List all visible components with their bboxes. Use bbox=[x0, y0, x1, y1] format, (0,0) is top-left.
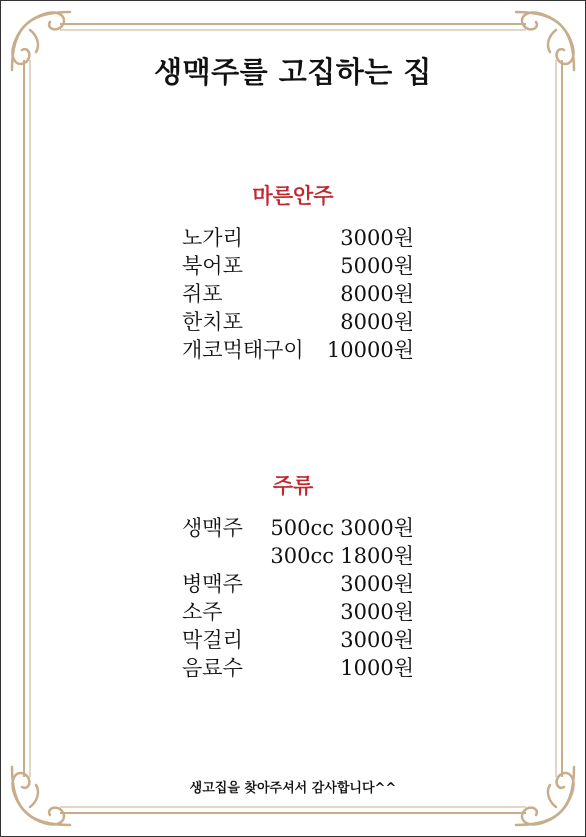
item-name: 노가리 bbox=[182, 226, 243, 250]
item-name: 한치포 bbox=[182, 310, 243, 334]
item-size: 300cc bbox=[270, 544, 334, 568]
item-name: 생맥주 bbox=[182, 516, 243, 540]
item-name: 음료수 bbox=[182, 656, 243, 680]
item-price: 3000원 bbox=[340, 600, 414, 624]
menu-item bbox=[182, 598, 414, 626]
item-name: 병맥주 bbox=[182, 572, 243, 596]
item-price: 10000원 bbox=[326, 338, 414, 362]
item-price: 1800원 bbox=[340, 544, 414, 568]
item-name: 쥐포 bbox=[182, 282, 223, 306]
item-name: 막걸리 bbox=[182, 628, 243, 652]
menu-item bbox=[182, 224, 414, 252]
menu-item bbox=[182, 336, 414, 364]
menu-title: 생맥주를 고집하는 집 bbox=[154, 55, 432, 89]
item-price: 3000원 bbox=[340, 226, 414, 250]
item-price: 3000원 bbox=[340, 628, 414, 652]
section-heading-dry-snacks: 마른안주 bbox=[252, 183, 334, 208]
menu-item bbox=[182, 654, 414, 682]
item-price: 8000원 bbox=[340, 310, 414, 334]
item-name: 소주 bbox=[182, 600, 223, 624]
menu-item bbox=[182, 542, 414, 570]
item-size: 500cc bbox=[270, 516, 334, 540]
item-price: 1000원 bbox=[340, 656, 414, 680]
item-name: 개코먹태구이 bbox=[182, 338, 304, 362]
item-price: 3000원 bbox=[340, 572, 414, 596]
corner-ornament-br bbox=[516, 767, 574, 825]
menu-item bbox=[182, 514, 414, 542]
menu-item bbox=[182, 626, 414, 654]
footer-thanks: 생고집을 찾아주셔서 감사합니다^^ bbox=[189, 781, 397, 796]
item-price: 8000원 bbox=[340, 282, 414, 306]
section-heading-drinks: 주류 bbox=[272, 473, 314, 498]
menu-item bbox=[182, 280, 414, 308]
item-price: 3000원 bbox=[340, 516, 414, 540]
item-price: 5000원 bbox=[340, 254, 414, 278]
menu-item bbox=[182, 570, 414, 598]
menu-item bbox=[182, 252, 414, 280]
corner-ornament-bl bbox=[12, 767, 70, 825]
menu-item bbox=[182, 308, 414, 336]
item-name: 북어포 bbox=[182, 254, 243, 278]
